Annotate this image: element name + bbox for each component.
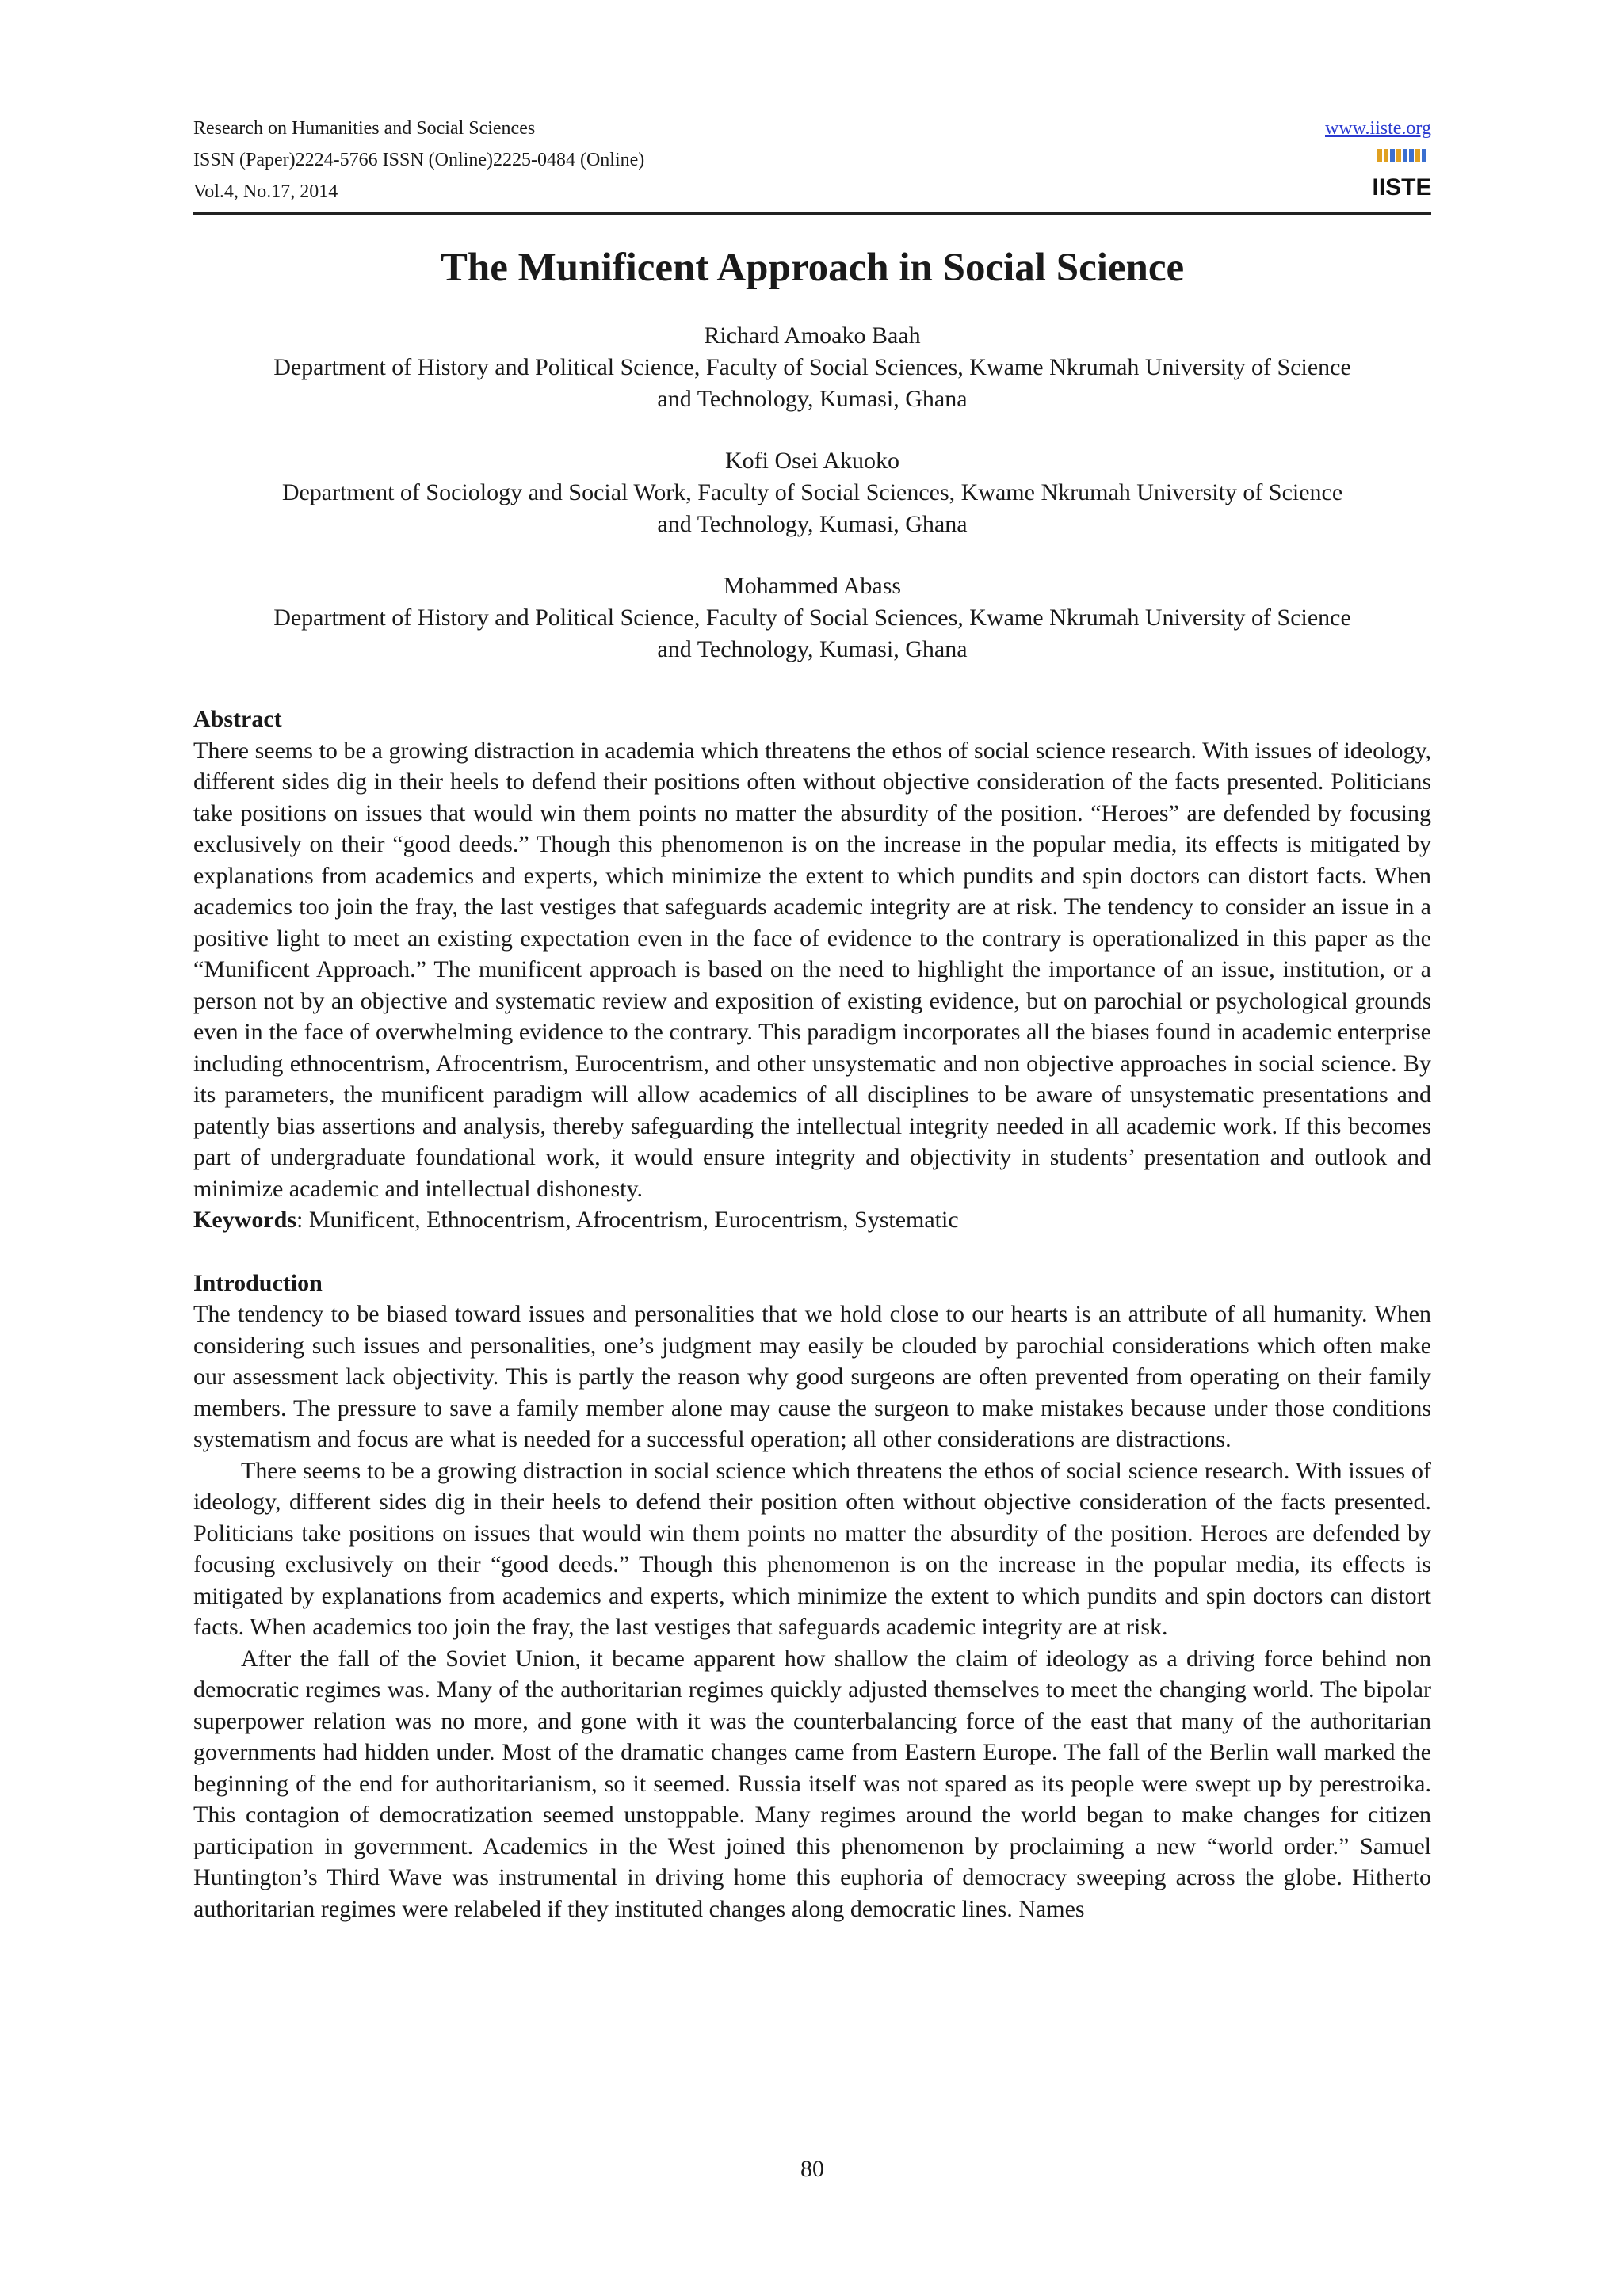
- journal-name: Research on Humanities and Social Sciences: [193, 118, 536, 139]
- author-affiliation: and Technology, Kumasi, Ghana: [657, 636, 968, 662]
- body-paragraph: There seems to be a growing distraction in social science which threatens the ethos of social science research. With issues of ideology, different sides dig in their heels to defend their position often without objective consideration of the facts presented. Politicians take positions on issues that would win them points no matter the absurdity of the position. Heroes are defended by focusing exclusively on their “good deeds.” Though this phenomenon is on the increase in the popular media, its effects is mitigated by explanations from academics and experts, which minimize the extent to which pundits and spin doctors can distort facts. When academics too join the fray, the last vestiges that safeguards academic integrity are at risk.: [193, 1457, 1431, 1640]
- author-affiliation: Department of Sociology and Social Work, Faculty of Social Sciences, Kwame Nkrumah University of Science: [281, 479, 1343, 505]
- keywords-label: Keywords: [193, 1207, 296, 1233]
- author-block: [193, 570, 1431, 666]
- author-block: [193, 445, 1431, 540]
- author-name: Mohammed Abass: [723, 573, 902, 599]
- keywords-list: : Munificent, Ethnocentrism, Afrocentrism, Eurocentrism, Systematic: [296, 1207, 959, 1233]
- page-number: 80: [800, 2156, 824, 2182]
- author-affiliation: and Technology, Kumasi, Ghana: [657, 511, 968, 537]
- body-paragraph: After the fall of the Soviet Union, it became apparent how shallow the claim of ideology as a driving force behind non democratic regimes was. Many of the authoritarian regimes quickly adjusted themselves to meet the changing world. The bipolar superpower relation was no more, and gone with it was the counterbalancing force of the east that many of the authoritarian governments had hidden under. Most of the dramatic changes came from Eastern Europe. The fall of the Berlin wall marked the beginning of the end for authoritarianism, so it seemed. Russia itself was not spared as its people were swept up by perestroika. This contagion of democratization seemed unstoppable. Many regimes around the world began to make changes for citizen participation in government. Academics in the West joined this phenomenon by proclaiming a new “world order.” Samuel Huntington’s Third Wave was instrumental in driving home this euphoria of democracy sweeping across the globe. Hitherto authoritarian regimes were relabeled if they instituted changes along democratic lines. Names: [193, 1645, 1431, 1922]
- author-name: Kofi Osei Akuoko: [725, 448, 899, 474]
- logo-text: IISTE: [1372, 174, 1432, 200]
- journal-issn: ISSN (Paper)2224-5766 ISSN (Online)2225-0484 (Online): [193, 150, 645, 170]
- paper-body: [193, 704, 1431, 1924]
- author-affiliation: and Technology, Kumasi, Ghana: [657, 386, 968, 412]
- keywords-line: [193, 1204, 1431, 1236]
- author-affiliation: Department of History and Political Science, Faculty of Social Sciences, Kwame Nkrumah University of Science: [273, 605, 1351, 631]
- header-rule: [193, 212, 1431, 215]
- introduction-heading: Introduction: [193, 1269, 323, 1296]
- journal-volume: Vol.4, No.17, 2014: [193, 181, 338, 202]
- abstract-text: There seems to be a growing distraction in academia which threatens the ethos of social science research. With issues of ideology, different sides dig in their heels to defend their positions often without objective consideration of the facts presented. Politicians take positions on issues that would win them points no matter the absurdity of the position. “Heroes” are defended by focusing exclusively on their “good deeds.” Though this phenomenon is on the increase in the popular media, its effects is mitigated by explanations from academics and experts, which minimize the extent to which pundits and spin doctors can distort facts. When academics too join the fray, the last vestiges that safeguards academic integrity are at risk. The tendency to consider an issue in a positive light to meet an existing expectation even in the face of evidence to the contrary is operationalized in this paper as the “Munificent Approach.” The munificent approach is based on the need to highlight the importance of an issue, institution, or a person not by an objective and systematic review and exposition of existing evidence, but on parochial or psychological grounds even in the face of overwhelming evidence to the contrary. This paradigm incorporates all the biases found in academic enterprise including ethnocentrism, Afrocentrism, Eurocentrism, and other unsystematic and non objective approaches in social science. By its parameters, the munificent paradigm will allow academics of all disciplines to be aware of unsystematic presentations and patently bias assertions and analysis, thereby safeguarding the intellectual integrity needed in all academic work. If this becomes part of undergraduate foundational work, it would ensure integrity and objectivity in students’ presentation and outlook and minimize academic and intellectual dishonesty.: [193, 737, 1431, 1202]
- abstract-heading: Abstract: [193, 706, 282, 732]
- journal-header: [193, 113, 1431, 208]
- author-affiliation: Department of History and Political Science, Faculty of Social Sciences, Kwame Nkrumah University of Science: [273, 354, 1351, 380]
- iiste-logo-icon: [1372, 147, 1432, 208]
- author-name: Richard Amoako Baah: [704, 322, 921, 349]
- journal-url-link[interactable]: www.iiste.org: [1325, 118, 1431, 139]
- body-paragraph: The tendency to be biased toward issues and personalities that we hold close to our hearts is an attribute of all humanity. When considering such issues and personalities, one’s judgment may easily be clouded by parochial considerations which often make our assessment lack objectivity. This is partly the reason why good surgeons are often prevented from operating on their family members. The pressure to save a family member alone may cause the surgeon to make mistakes because under those conditions systematism and focus are what is needed for a successful operation; all other considerations are distractions.: [193, 1301, 1431, 1452]
- author-list: [193, 320, 1431, 696]
- paper-title: The Munificent Approach in Social Science: [440, 246, 1185, 290]
- author-block: [193, 320, 1431, 415]
